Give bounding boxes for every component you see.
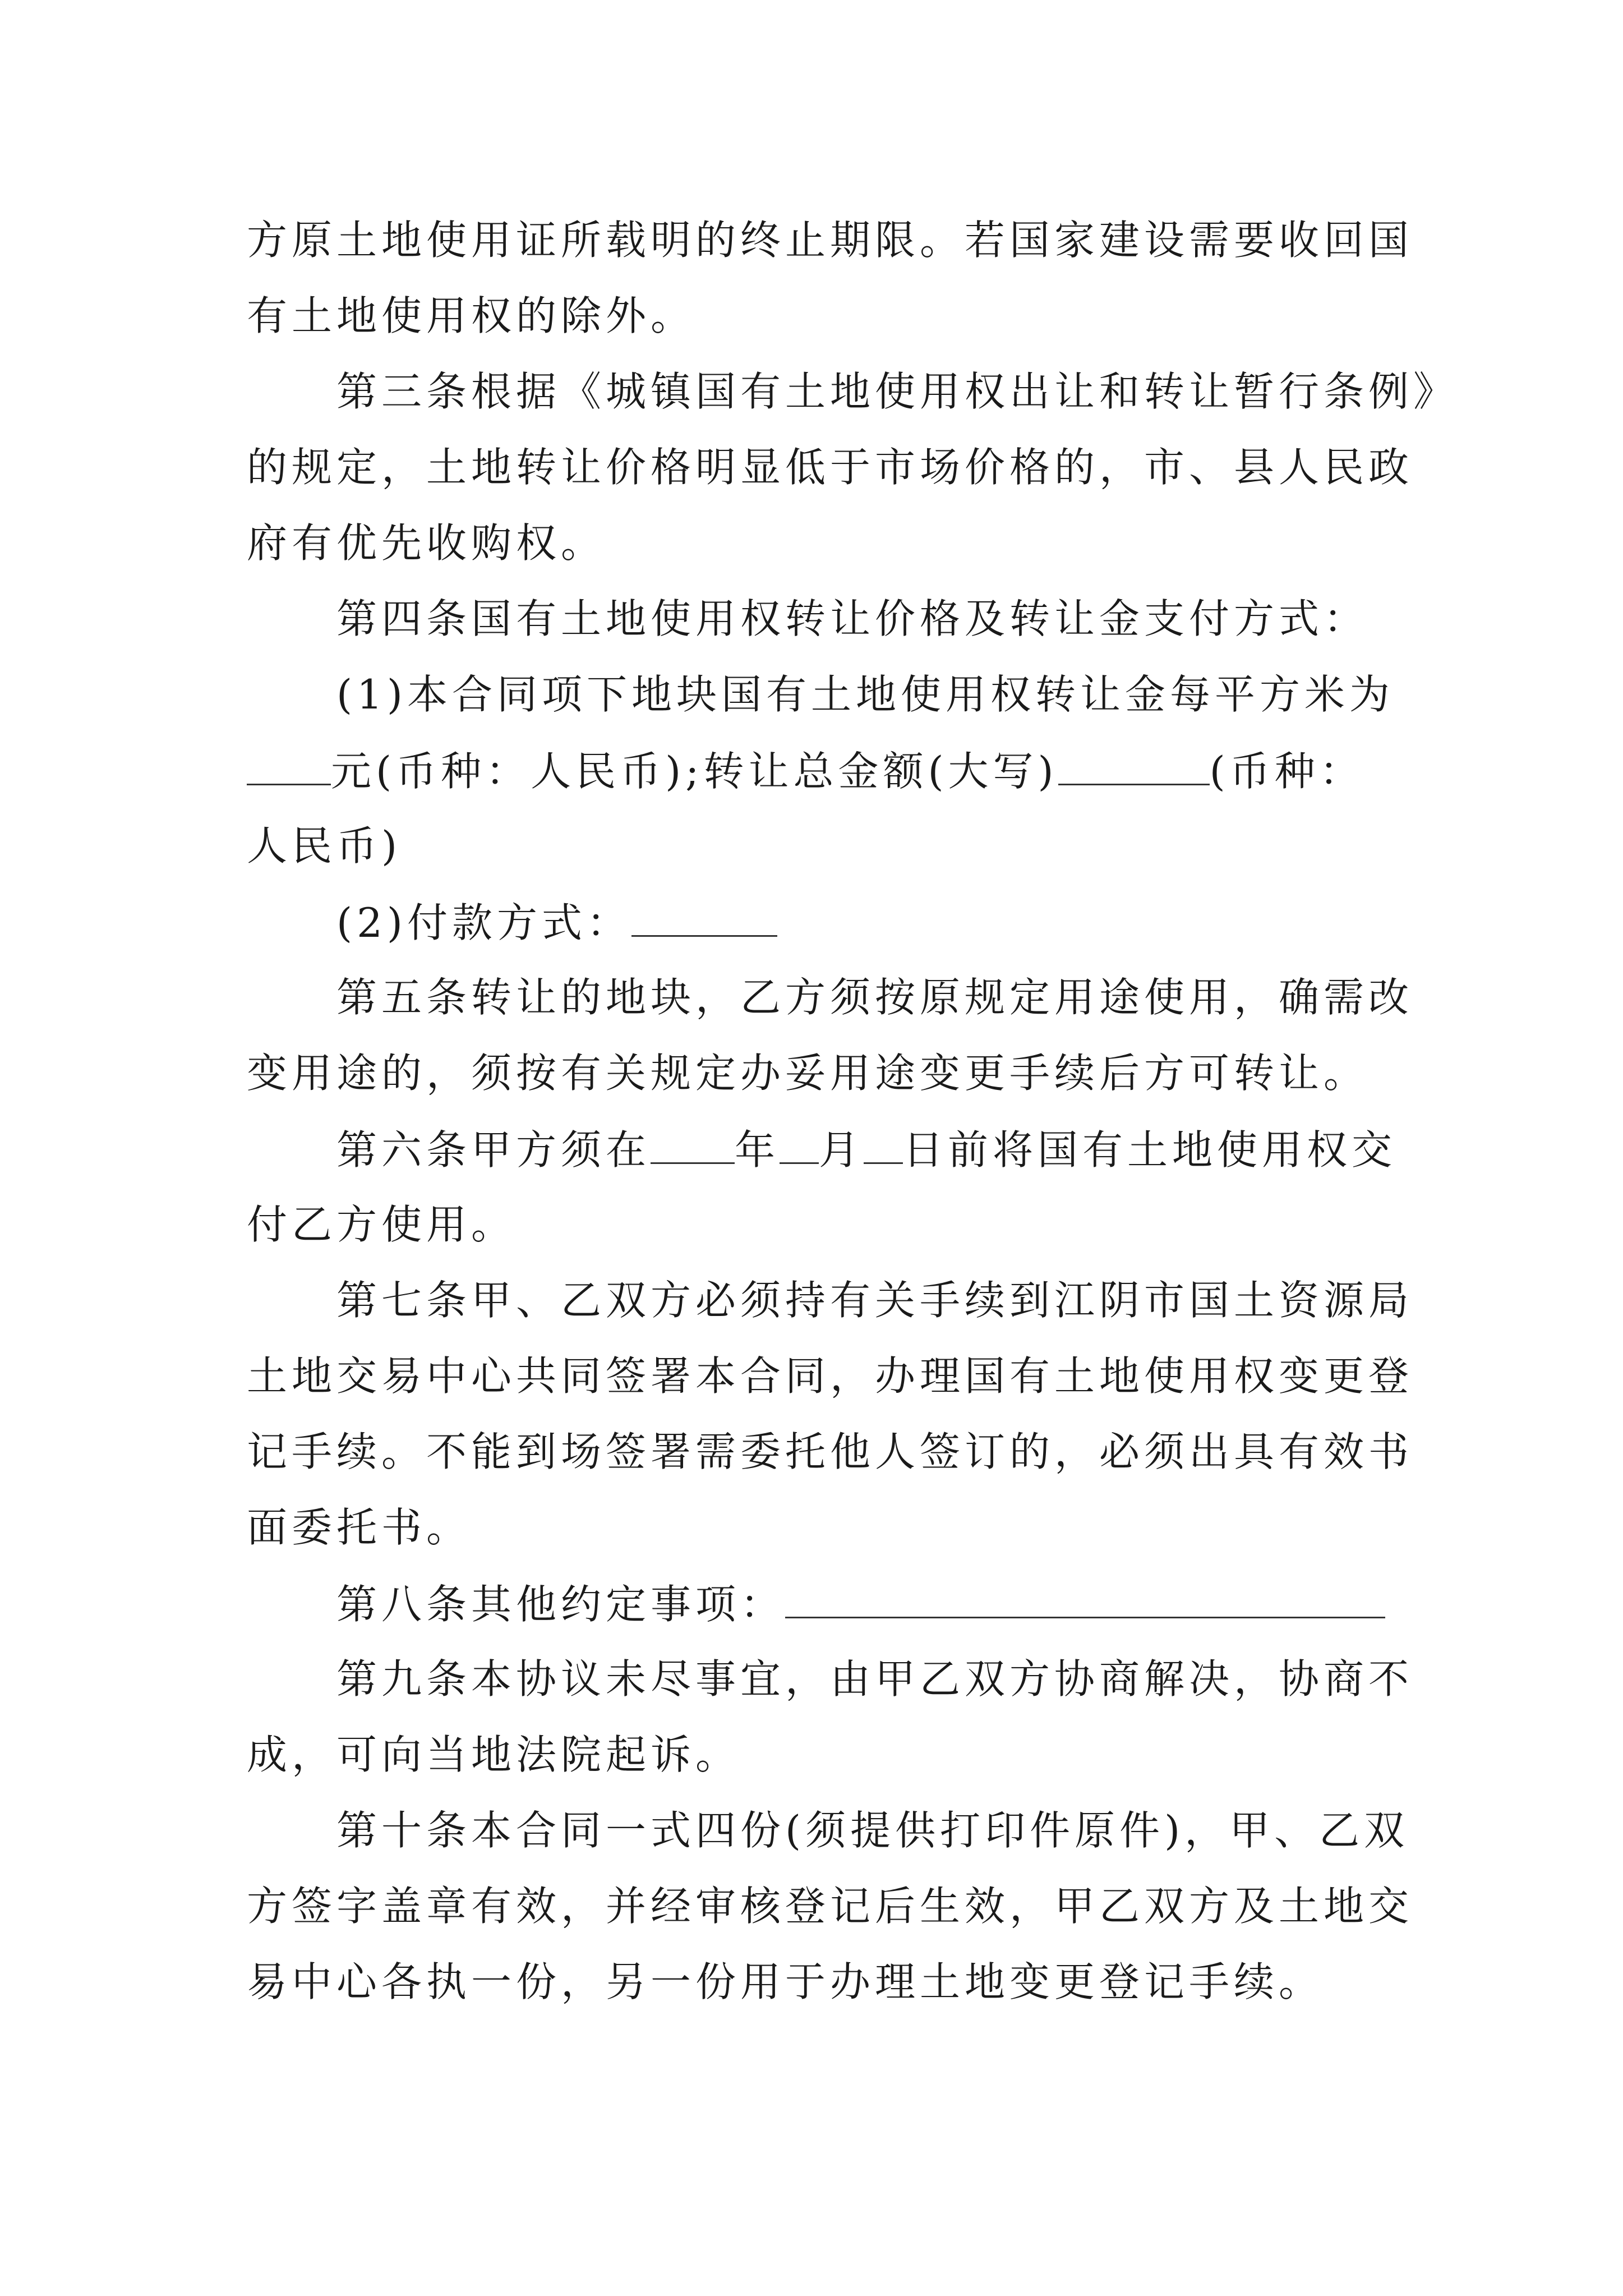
text-line: 有土地使用权的除外。 xyxy=(247,292,696,339)
day-blank[interactable] xyxy=(864,1129,903,1164)
article-4-heading: 第四条国有土地使用权转让价格及转让金支付方式： xyxy=(336,595,1369,642)
article-7-line: 第七条甲、乙双方必须持有关手续到江阴市国土资源局 xyxy=(336,1277,1414,1324)
unit-price-blank[interactable] xyxy=(247,750,331,785)
clause-1-line: (1)本合同项下地块国有土地使用权转让金每平方米为 xyxy=(336,671,1394,718)
text-line: 成，可向当地法院起诉。 xyxy=(247,1731,741,1778)
price-line xyxy=(247,748,1364,795)
article-8-line xyxy=(336,1581,1385,1628)
text-line: 变用途的，须按有关规定办妥用途变更手续后方可转让。 xyxy=(247,1050,1369,1097)
currency-text: 元(币种：人民币);转让总金额(大写) xyxy=(331,748,1058,795)
text-line: 付乙方使用。 xyxy=(247,1201,517,1248)
month-blank[interactable] xyxy=(780,1129,819,1164)
text-line: 的规定，土地转让价格明显低于市场价格的，市、县人民政 xyxy=(247,444,1414,491)
delivery-date-suffix: 日前将国有土地使用权交 xyxy=(903,1126,1397,1174)
payment-method-label: (2)付款方式： xyxy=(336,899,631,946)
currency-label: (币种： xyxy=(1209,748,1364,795)
total-amount-blank[interactable] xyxy=(1058,750,1210,785)
article-9-line: 第九条本协议未尽事宜，由甲乙双方协商解决，协商不 xyxy=(336,1655,1414,1703)
text-line: 土地交易中心共同签署本合同，办理国有土地使用权变更登 xyxy=(247,1352,1414,1400)
delivery-date-prefix: 第六条甲方须在 xyxy=(336,1126,651,1174)
text-line: 方原土地使用证所载明的终止期限。若国家建设需要收回国 xyxy=(247,217,1414,264)
payment-method-blank[interactable] xyxy=(631,901,777,937)
year-blank[interactable] xyxy=(651,1129,735,1164)
text-line: 人民币) xyxy=(247,822,402,869)
text-line: 府有优先收购权。 xyxy=(247,519,606,567)
text-line: 记手续。不能到场签署需委托他人签订的，必须出具有效书 xyxy=(247,1428,1414,1475)
year-label: 年 xyxy=(735,1126,780,1174)
other-terms-blank[interactable] xyxy=(785,1583,1385,1618)
month-label: 月 xyxy=(819,1126,864,1174)
article-6-line xyxy=(336,1126,1397,1174)
text-line: 面委托书。 xyxy=(247,1504,472,1551)
clause-2-line xyxy=(336,899,777,946)
article-10-line: 第十条本合同一式四份(须提供打印件原件)，甲、乙双 xyxy=(336,1807,1409,1854)
text-line: 方签字盖章有效，并经审核登记后生效，甲乙双方及土地交 xyxy=(247,1883,1414,1930)
other-terms-label: 第八条其他约定事项： xyxy=(336,1581,786,1628)
article-3-line: 第三条根据《城镇国有土地使用权出让和转让暂行条例》 xyxy=(336,368,1459,415)
article-5-line: 第五条转让的地块，乙方须按原规定用途使用，确需改 xyxy=(336,974,1414,1021)
text-line: 易中心各执一份，另一份用于办理土地变更登记手续。 xyxy=(247,1958,1324,2005)
